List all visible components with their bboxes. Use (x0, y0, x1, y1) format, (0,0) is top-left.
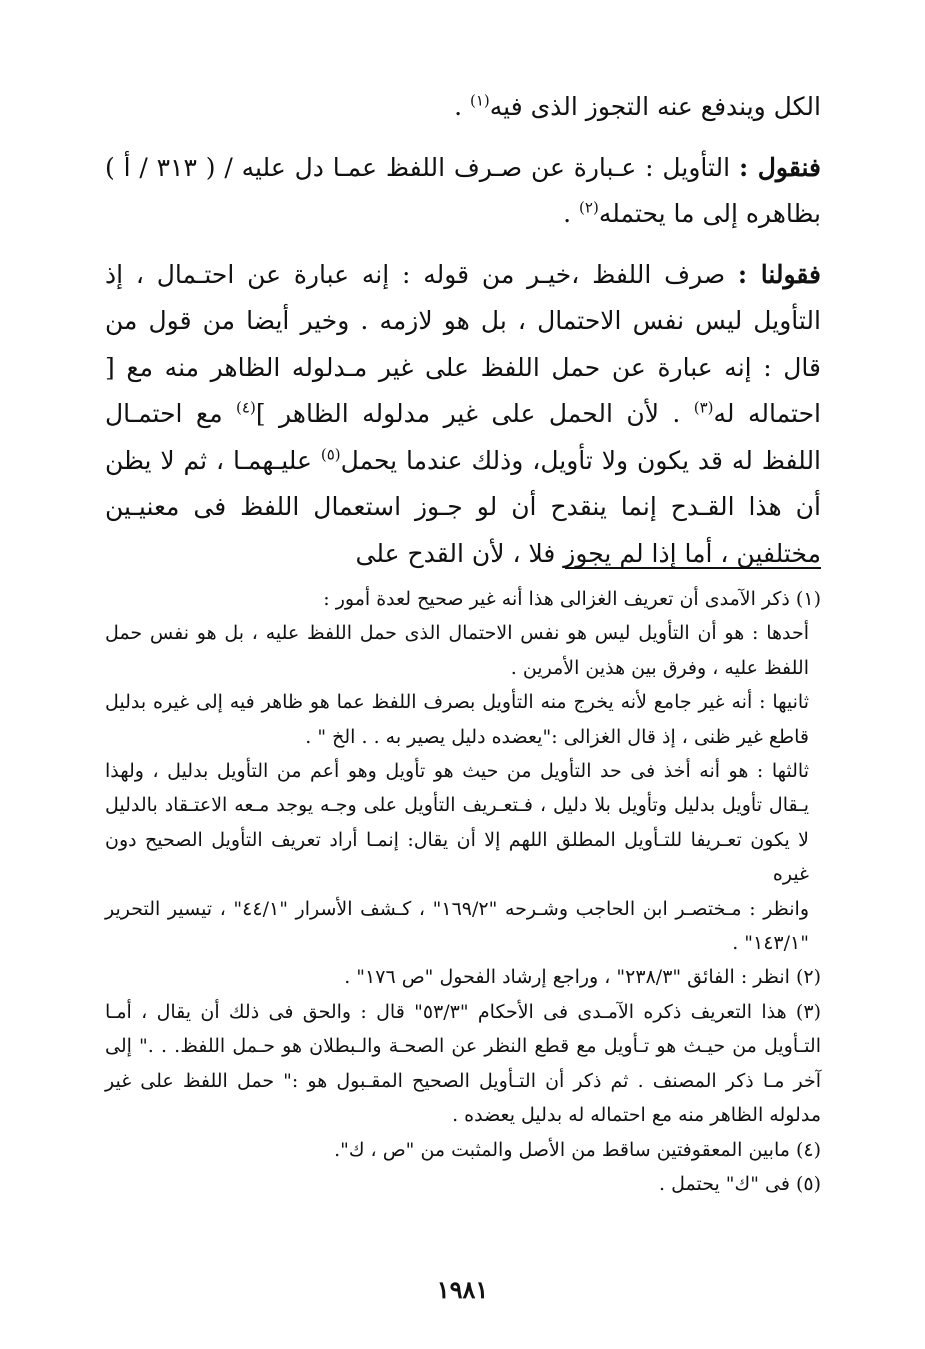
paragraph-3 (105, 252, 821, 578)
paragraph-3-part-a: صرف اللفظ ،خيـر من قوله : إنه عبارة عن احتـمال ، إذ التأويل ليس نفس الاحتمال ، بل هو لازمه . وخير أيضا من قول من قال : إنه عبارة عن حمل اللفظ على غير مـدلوله الظاهر منه مع [ احتماله له (105, 259, 822, 428)
paragraph-2-text: التأويل : عـبارة عن صـرف اللفظ عمـا دل عليه / ( ٣١٣ / أ ) بظاهره إلى ما يحتمله (105, 152, 821, 228)
footnote-1-see-also: وانظر : مـختصـر ابن الحاجب وشـرحه "١٦٩/٢" ، كـشف الأسرار "٤٤/١" ، تيسير التحرير "١٤٣/١" . (105, 897, 810, 955)
footnote-ref-1[interactable]: (١) (469, 91, 490, 110)
main-text (105, 84, 821, 577)
paragraph-1-end: . (454, 92, 470, 121)
footnote-ref-3[interactable]: (٣) (693, 398, 714, 417)
footnote-1-second: ثانيها : أنه غير جامع لأنه يخرج منه التأويل بصرف اللفظ عما هو ظاهر فيه إلى غيره بدليل قاطع غير ظنى ، إذ قال الغزالى :"يعضده دليل يصير به . . الخ " . (105, 691, 809, 748)
paragraph-2-lead: فنقول : (738, 152, 821, 182)
footnote-divider (565, 567, 821, 569)
footnote-4: (٤) مابين المعقوفتين ساقط من الأصل والمثبت من "ص ، ك". (334, 1138, 821, 1161)
footnote-1-third: ثالثها : هو أنه أخذ فى حد التأويل من حيث هو تأويل وهو أعم من التأويل بدليل ، ولهذا يـقال تأويل بدليل وتأويل بلا دليل ، فـتعـريف التأويل على وجـه يوجد مـعه الاعتـقاد بالدليل لا يكون تعـريفا للتـأويل المطلق اللهم إلا أن يقال: إنمـا أراد تعريف التأويل الصحيح دون غيره (105, 760, 809, 886)
footnote-5: (٥) فى "ك" يحتمل . (659, 1172, 821, 1195)
footnote-2: (٢) انظر : الفائق "٢٣٨/٣" ، وراجع إرشاد الفحول "ص ١٧٦" . (344, 966, 821, 989)
page-number: ١٩٨١ (436, 1275, 489, 1304)
paragraph-3-part-c: مع احتمـال اللفظ له قد يكون ولا تأويل، وذلك عندما يحمل (105, 399, 822, 475)
footnote-3: (٣) هذا التعريف ذكره الآمـدى فى الأحكام "٥٣/٣" قال : والحق فى ذلك أن يقال ، أمـا التـأويل من حيـث هو تـأويل مع قطع النظر عن الصحـة والـبطلان هو حـمل اللفظ. . ." إلى آخر مـا ذكر المصنف . ثم ذكر أن التـأويل الصحيح المقـبول هو :" حمل اللفظ على غير مدلوله الظاهر منه مع احتماله له بدليل يعضده . (105, 1000, 821, 1127)
paragraph-1-text: الكل ويندفع عنه التجوز الذى فيه (489, 92, 821, 121)
footnotes (105, 582, 821, 1201)
paragraph-3-part-b: . لأن الحمل على غير مدلوله الظاهر ] (255, 399, 694, 428)
footnote-ref-4[interactable]: (٤) (236, 398, 256, 417)
paragraph-2 (105, 145, 821, 238)
paragraph-3-part-d: عليـهمـا ، ثم لا يظن أن هذا القـدح إنما ينقدح أن لو جـوز استعمال اللفظ فى معنيـين مختلفين ، أما إذا لم يجوز فلا ، لأن القدح على (105, 445, 821, 568)
paragraph-3-lead: فقولنا : (737, 259, 821, 289)
footnote-1-first: أحدها : هو أن التأويل ليس هو نفس الاحتمال الذى حمل اللفظ عليه ، بل هو نفس حمل اللفظ عليه ، وفرق بين هذين الأمرين . (105, 622, 809, 679)
footnote-1-title: (١) ذكر الآمدى أن تعريف الغزالى هذا أنه غير صحيح لعدة أمور : (323, 588, 821, 610)
paragraph-1 (105, 84, 821, 131)
footnote-ref-2[interactable]: (٢) (579, 198, 599, 217)
footnote-ref-5[interactable]: (٥) (320, 445, 341, 464)
paragraph-2-end: . (563, 199, 580, 228)
